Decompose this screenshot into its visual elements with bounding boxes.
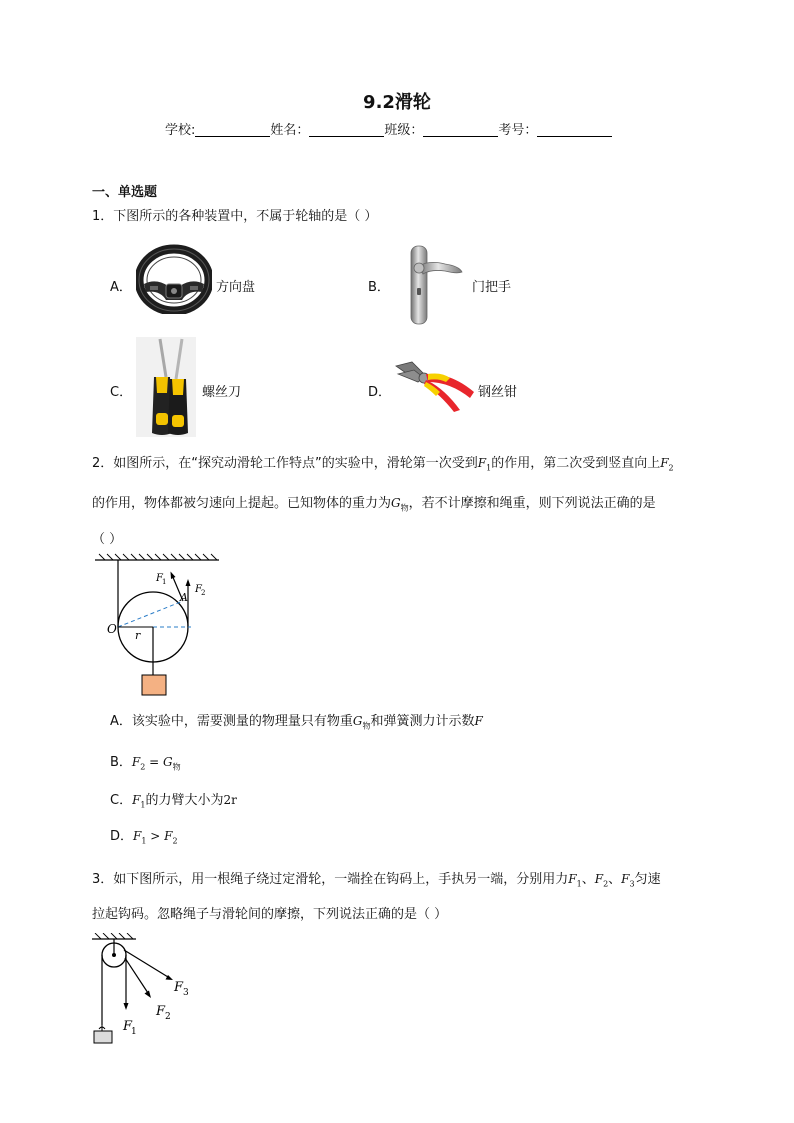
q2-option-a-text2: 和弹簧测力计示数 <box>370 714 475 729</box>
q3-f3-symbol <box>621 872 635 889</box>
q2-option-d[interactable] <box>110 826 178 851</box>
q2-option-d-f1-sub: 1 <box>141 836 147 846</box>
school-label: 学校: <box>165 123 196 138</box>
fig2-label-f2-sub: 2 <box>201 589 206 597</box>
q2-option-d-expr <box>133 829 178 846</box>
fig3-label-f3-sub: 3 <box>183 988 189 998</box>
q2-line-3: （ ） <box>92 532 123 547</box>
q2-number: 2． <box>92 456 114 471</box>
q1-option-c-label: 螺丝刀 <box>202 385 242 400</box>
q2-option-a[interactable] <box>110 711 483 736</box>
q2-f1-symbol <box>477 456 492 473</box>
name-label: 姓名： <box>270 123 310 138</box>
name-blank[interactable] <box>309 122 384 137</box>
q1-option-c-letter[interactable]: C． <box>110 385 133 400</box>
q2-option-d-f2-sub: 2 <box>172 836 178 846</box>
q2-option-b-f: F <box>131 755 141 769</box>
fig2-label-f1-sub: 1 <box>162 578 167 586</box>
q2-option-a-text: 该实验中，需要测量的物理量只有物重 <box>131 714 353 729</box>
fig3-label-f1-sub: 1 <box>131 1027 137 1037</box>
q2-option-a-f: F <box>474 714 483 728</box>
q2-option-a-g-sub: 物 <box>362 721 371 731</box>
q2-option-d-letter: D． <box>110 829 134 844</box>
q2-line-2 <box>92 493 656 518</box>
q1-option-d-label: 钢丝钳 <box>478 385 518 400</box>
q2-f1-subscript: 1 <box>486 463 492 473</box>
q2-text-1b: 的作用，第二次受到竖直向上 <box>491 456 661 471</box>
q1-option-d-letter[interactable]: D． <box>368 385 392 400</box>
fig3-label-f2: F <box>156 1004 166 1019</box>
fixed-pulley-diagram <box>90 933 200 1048</box>
exam-no-label: 考号： <box>498 123 538 138</box>
q3-f1-letter: F <box>568 872 577 886</box>
fig3-label-f2-sub: 2 <box>165 1012 171 1022</box>
door-handle-image <box>405 244 467 326</box>
q3-sep-1: 、 <box>581 872 595 887</box>
q3-f3-letter: F <box>621 872 630 886</box>
q1-option-a-letter[interactable]: A． <box>110 280 132 295</box>
fig2-label-f1: F <box>156 573 163 584</box>
q1-text: 下图所示的各种装置中，不属于轮轴的是（ ） <box>113 209 378 224</box>
q2-f2-letter: F <box>660 456 669 470</box>
q2-f2-subscript: 2 <box>668 463 674 473</box>
section-title: 一、单选题 <box>92 185 158 200</box>
q2-option-c-text: 的力臂大小为 <box>145 793 224 808</box>
fig3-label-f1: F <box>123 1019 133 1034</box>
q3-number: 3． <box>92 872 114 887</box>
q2-f2-symbol <box>660 456 674 473</box>
q2-option-c[interactable] <box>110 790 237 815</box>
q2-text-2b: ，若不计摩擦和绳重，则下列说法正确的是 <box>408 496 656 511</box>
q2-option-b-f-sub: 2 <box>140 762 146 772</box>
q3-f2-symbol <box>594 872 609 889</box>
q2-option-c-f: F <box>132 793 141 807</box>
q2-text-1a: 如图所示，在“探究动滑轮工作特点”的实验中，滑轮第一次受到 <box>113 456 478 471</box>
q3-sep-2: 、 <box>608 872 622 887</box>
q3-line-2: 拉起钩码。忽略绳子与滑轮间的摩擦，下列说法正确的是（ ） <box>92 907 448 922</box>
q3-f3-sub: 3 <box>629 879 635 889</box>
fig2-label-a: A <box>180 591 188 604</box>
q3-f1-sub: 1 <box>576 879 582 889</box>
q2-g-symbol <box>391 496 409 513</box>
q2-option-b[interactable] <box>110 752 181 777</box>
q3-text-1b: 匀速 <box>634 872 661 887</box>
q2-option-b-g-sub: 物 <box>172 762 181 772</box>
q3-text-1a: 如下图所示，用一根绳子绕过定滑轮，一端拴在钩码上，手执另一端，分别用力 <box>113 872 569 887</box>
q2-option-b-letter: B． <box>110 755 132 770</box>
q1-option-b-label: 门把手 <box>472 280 512 295</box>
q2-g-subscript: 物 <box>400 503 409 513</box>
q2-f1-letter: F <box>477 456 487 470</box>
fig2-label-o: O <box>107 622 117 636</box>
student-info-line <box>165 119 612 138</box>
q2-g-letter: G <box>391 496 401 510</box>
q2-option-a-letter: A． <box>110 714 132 729</box>
pliers-image <box>394 358 478 414</box>
q3-f2-letter: F <box>594 872 604 886</box>
page-title: 9.2滑轮 <box>363 92 431 113</box>
q2-line-1 <box>92 453 674 478</box>
q3-f2-sub: 2 <box>603 879 609 889</box>
q2-option-c-value: 2r <box>223 793 237 807</box>
fig2-label-f2: F <box>195 584 202 595</box>
q2-option-b-expr <box>131 755 181 772</box>
q1-option-a-label: 方向盘 <box>216 280 256 295</box>
movable-pulley-diagram <box>95 553 225 698</box>
fig2-label-r: r <box>135 629 141 642</box>
q1-option-b-letter[interactable]: B． <box>368 280 390 295</box>
school-blank[interactable] <box>195 122 270 137</box>
q2-option-d-f2: F <box>164 829 173 843</box>
q1-stem <box>92 207 377 227</box>
q2-option-b-eq: = <box>145 755 164 769</box>
q2-option-c-f1 <box>132 793 146 810</box>
q2-option-c-f-sub: 1 <box>140 800 146 810</box>
q3-line-1 <box>92 869 661 894</box>
class-blank[interactable] <box>423 122 498 137</box>
screwdriver-image <box>136 337 196 437</box>
class-label: 班级： <box>384 123 424 138</box>
fig3-label-f3: F <box>174 980 184 995</box>
steering-wheel-image <box>136 244 212 314</box>
q2-option-a-g <box>352 714 371 731</box>
q2-option-c-letter: C． <box>110 793 133 808</box>
q3-f1-symbol <box>568 872 582 889</box>
q1-number: 1． <box>92 209 114 224</box>
q2-option-d-gt: > <box>146 829 165 843</box>
q2-option-b-g: G <box>163 755 173 769</box>
q2-option-d-f1: F <box>133 829 142 843</box>
q2-option-a-g-letter: G <box>352 714 363 728</box>
q2-text-2a: 的作用，物体都被匀速向上提起。已知物体的重力为 <box>92 496 392 511</box>
exam-no-blank[interactable] <box>537 122 612 137</box>
